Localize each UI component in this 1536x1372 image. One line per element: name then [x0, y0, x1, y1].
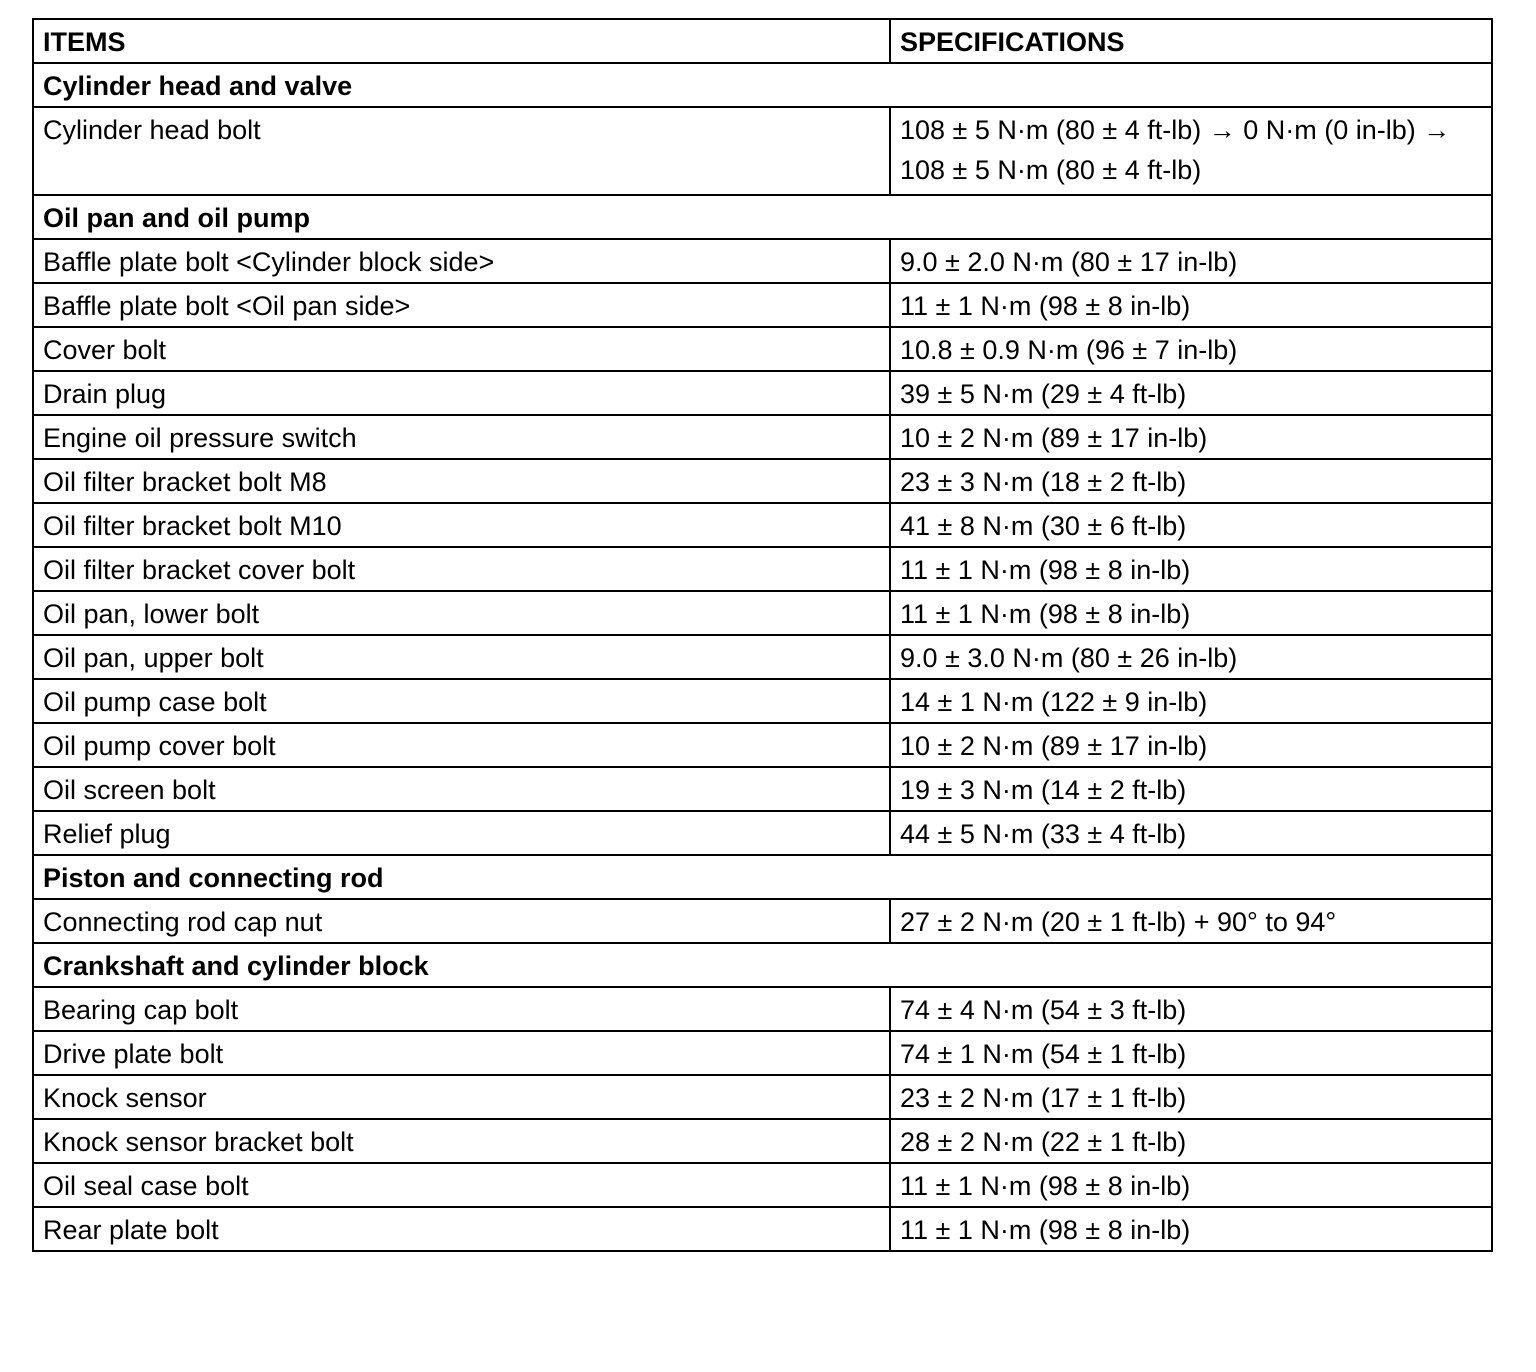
spec-cell: 11 ± 1 N·m (98 ± 8 in-lb)	[890, 547, 1492, 591]
item-cell: Baffle plate bolt <Cylinder block side>	[33, 239, 890, 283]
table-row	[33, 987, 1492, 1031]
section-title: Oil pan and oil pump	[33, 195, 1492, 239]
item-cell: Engine oil pressure switch	[33, 415, 890, 459]
table-row	[33, 239, 1492, 283]
section-title: Piston and connecting rod	[33, 855, 1492, 899]
section-row	[33, 195, 1492, 239]
spec-cell: 11 ± 1 N·m (98 ± 8 in-lb)	[890, 1207, 1492, 1251]
spec-cell: 74 ± 4 N·m (54 ± 3 ft-lb)	[890, 987, 1492, 1031]
table-row	[33, 1119, 1492, 1163]
item-cell: Oil seal case bolt	[33, 1163, 890, 1207]
spec-cell: 108 ± 5 N·m (80 ± 4 ft-lb) → 0 N·m (0 in-lb) → 108 ± 5 N·m (80 ± 4 ft-lb)	[890, 107, 1492, 195]
spec-cell: 14 ± 1 N·m (122 ± 9 in-lb)	[890, 679, 1492, 723]
table-row	[33, 107, 1492, 195]
item-cell: Relief plug	[33, 811, 890, 855]
section-row	[33, 943, 1492, 987]
spec-cell: 23 ± 2 N·m (17 ± 1 ft-lb)	[890, 1075, 1492, 1119]
spec-cell: 11 ± 1 N·m (98 ± 8 in-lb)	[890, 1163, 1492, 1207]
header-row	[33, 19, 1492, 63]
item-cell: Connecting rod cap nut	[33, 899, 890, 943]
item-cell: Bearing cap bolt	[33, 987, 890, 1031]
spec-table-body	[33, 19, 1492, 1251]
table-row	[33, 415, 1492, 459]
item-cell: Oil screen bolt	[33, 767, 890, 811]
spec-cell: 28 ± 2 N·m (22 ± 1 ft-lb)	[890, 1119, 1492, 1163]
table-row	[33, 459, 1492, 503]
item-cell: Drive plate bolt	[33, 1031, 890, 1075]
table-row	[33, 899, 1492, 943]
item-cell: Oil pan, upper bolt	[33, 635, 890, 679]
spec-cell: 11 ± 1 N·m (98 ± 8 in-lb)	[890, 283, 1492, 327]
table-row	[33, 371, 1492, 415]
spec-cell: 39 ± 5 N·m (29 ± 4 ft-lb)	[890, 371, 1492, 415]
table-row	[33, 635, 1492, 679]
table-row	[33, 723, 1492, 767]
spec-cell: 27 ± 2 N·m (20 ± 1 ft-lb) + 90° to 94°	[890, 899, 1492, 943]
section-title: Crankshaft and cylinder block	[33, 943, 1492, 987]
item-cell: Oil pump cover bolt	[33, 723, 890, 767]
spec-cell: 23 ± 3 N·m (18 ± 2 ft-lb)	[890, 459, 1492, 503]
item-cell: Baffle plate bolt <Oil pan side>	[33, 283, 890, 327]
items-column-header: ITEMS	[33, 19, 890, 63]
section-row	[33, 855, 1492, 899]
table-row	[33, 1163, 1492, 1207]
item-cell: Oil pump case bolt	[33, 679, 890, 723]
table-row	[33, 1031, 1492, 1075]
item-cell: Cylinder head bolt	[33, 107, 890, 195]
table-row	[33, 1075, 1492, 1119]
item-cell: Knock sensor	[33, 1075, 890, 1119]
table-row	[33, 679, 1492, 723]
table-row	[33, 811, 1492, 855]
spec-cell: 10.8 ± 0.9 N·m (96 ± 7 in-lb)	[890, 327, 1492, 371]
table-row	[33, 767, 1492, 811]
table-row	[33, 283, 1492, 327]
item-cell: Cover bolt	[33, 327, 890, 371]
spec-cell: 19 ± 3 N·m (14 ± 2 ft-lb)	[890, 767, 1492, 811]
table-row	[33, 503, 1492, 547]
spec-cell: 11 ± 1 N·m (98 ± 8 in-lb)	[890, 591, 1492, 635]
spec-cell: 44 ± 5 N·m (33 ± 4 ft-lb)	[890, 811, 1492, 855]
spec-cell: 41 ± 8 N·m (30 ± 6 ft-lb)	[890, 503, 1492, 547]
spec-cell: 9.0 ± 3.0 N·m (80 ± 26 in-lb)	[890, 635, 1492, 679]
specifications-column-header: SPECIFICATIONS	[890, 19, 1492, 63]
torque-spec-table	[32, 18, 1493, 1252]
item-cell: Knock sensor bracket bolt	[33, 1119, 890, 1163]
item-cell: Rear plate bolt	[33, 1207, 890, 1251]
section-row	[33, 63, 1492, 107]
table-row	[33, 547, 1492, 591]
table-row	[33, 1207, 1492, 1251]
item-cell: Drain plug	[33, 371, 890, 415]
spec-cell: 74 ± 1 N·m (54 ± 1 ft-lb)	[890, 1031, 1492, 1075]
table-row	[33, 591, 1492, 635]
spec-cell: 10 ± 2 N·m (89 ± 17 in-lb)	[890, 415, 1492, 459]
item-cell: Oil filter bracket cover bolt	[33, 547, 890, 591]
section-title: Cylinder head and valve	[33, 63, 1492, 107]
item-cell: Oil filter bracket bolt M8	[33, 459, 890, 503]
spec-cell: 10 ± 2 N·m (89 ± 17 in-lb)	[890, 723, 1492, 767]
item-cell: Oil pan, lower bolt	[33, 591, 890, 635]
spec-cell: 9.0 ± 2.0 N·m (80 ± 17 in-lb)	[890, 239, 1492, 283]
item-cell: Oil filter bracket bolt M10	[33, 503, 890, 547]
table-row	[33, 327, 1492, 371]
